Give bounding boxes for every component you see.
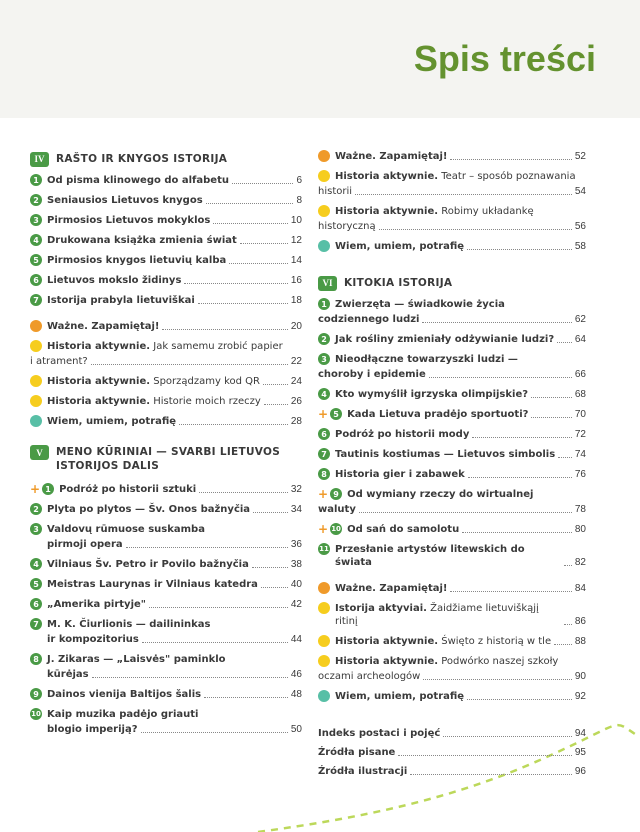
entry-title: Vilniaus Šv. Petro ir Povilo bažnyčia — [47, 559, 249, 570]
toc-entry[interactable] — [318, 543, 586, 569]
section-number-badge: VI — [318, 276, 337, 291]
page-number: 96 — [574, 766, 586, 777]
toc-extra-entry[interactable] — [318, 602, 586, 628]
lesson-number-badge: 1 — [30, 174, 42, 186]
toc-extra-entry[interactable] — [318, 690, 586, 703]
toc-entry[interactable] — [30, 194, 302, 207]
leader-dots — [531, 417, 571, 418]
toc-extra-entry[interactable] — [30, 375, 302, 388]
page-number: 84 — [574, 583, 586, 594]
toc-entry[interactable] — [30, 274, 302, 287]
leader-dots — [564, 565, 572, 566]
page-number: 76 — [574, 469, 586, 480]
toc-extra-entry[interactable] — [318, 582, 586, 595]
page-number: 70 — [574, 409, 586, 420]
leader-dots — [179, 424, 288, 425]
page-number: 12 — [290, 235, 302, 246]
page-number: 46 — [290, 669, 302, 680]
leader-dots — [468, 477, 572, 478]
plus-icon: + — [318, 407, 329, 421]
activity-marker — [30, 340, 42, 352]
entry-label: Istorija aktyviai. — [335, 603, 427, 614]
plus-icon: + — [30, 482, 41, 496]
entry-label: Historia aktywnie. — [335, 636, 439, 647]
entry-title: Jak samemu zrobić papier — [150, 341, 283, 352]
toc-entry[interactable] — [318, 448, 586, 461]
toc-extra-entry[interactable] — [30, 415, 302, 428]
toc-entry[interactable] — [318, 523, 586, 536]
toc-entry[interactable] — [30, 653, 302, 681]
leader-dots — [149, 607, 288, 608]
page-number: 48 — [290, 689, 302, 700]
toc-entry[interactable] — [30, 558, 302, 571]
right-column — [318, 150, 586, 710]
entry-title: Kada Lietuva pradėjo sportuoti? — [347, 409, 529, 420]
page-number: 68 — [574, 389, 586, 400]
page-number: 52 — [574, 151, 586, 162]
leader-dots — [450, 591, 571, 592]
toc-entry[interactable] — [30, 578, 302, 591]
toc-entry[interactable] — [30, 523, 302, 551]
entry-title: Tautinis kostiumas — Lietuvos simbolis — [335, 449, 556, 460]
toc-entry[interactable] — [30, 234, 302, 247]
lesson-number-badge: 7 — [318, 448, 330, 460]
page-number: 50 — [290, 724, 302, 735]
entry-title: Jak rośliny zmieniały odżywianie ludzi? — [335, 334, 555, 345]
page-number: 90 — [574, 671, 586, 682]
section-title-line2: ISTORIJOS DALIS — [56, 460, 160, 472]
entry-title-line2: kūrėjas — [47, 669, 89, 680]
toc-entry[interactable] — [318, 408, 586, 421]
entry-title: Valdovų rūmuose suskamba — [47, 524, 205, 535]
page-number: 40 — [290, 579, 302, 590]
entry-title: Kaip muzika padėjo griauti — [47, 709, 199, 720]
toc-extra-entry[interactable] — [318, 240, 586, 253]
entry-title: Ważne. Zapamiętaj! — [47, 321, 160, 332]
lesson-number-badge: 3 — [30, 214, 42, 226]
page-number: 92 — [574, 691, 586, 702]
entry-title: Meistras Laurynas ir Vilniaus katedra — [47, 579, 258, 590]
toc-entry[interactable] — [30, 294, 302, 307]
leader-dots — [92, 677, 288, 678]
page-number: 6 — [296, 175, 302, 186]
leader-dots — [263, 384, 288, 385]
entry-title: Podwórko naszej szkoły — [438, 656, 559, 667]
summary-marker — [30, 320, 42, 332]
entry-title-line2: pirmoji opera — [47, 539, 123, 550]
entry-title: Ważne. Zapamiętaj! — [335, 583, 448, 594]
toc-extra-entry[interactable] — [318, 150, 586, 163]
leader-dots — [467, 249, 572, 250]
leader-dots — [206, 203, 294, 204]
entry-title: J. Zikaras — „Laisvės" paminklo — [47, 654, 226, 665]
toc-entry[interactable] — [318, 468, 586, 481]
section-title: KITOKIA ISTORIJA — [344, 277, 453, 289]
activity-marker — [30, 375, 42, 387]
leader-dots — [467, 699, 572, 700]
lesson-number-badge: 11 — [318, 543, 330, 555]
leader-dots — [162, 329, 287, 330]
leader-dots — [564, 624, 572, 625]
entry-title-line2: waluty — [318, 504, 356, 515]
leader-dots — [264, 404, 288, 405]
page-number: 72 — [574, 429, 586, 440]
lesson-number-badge: 3 — [318, 353, 330, 365]
leader-dots — [142, 642, 288, 643]
leader-dots — [240, 243, 288, 244]
section-v-header — [30, 445, 302, 477]
entry-title: Pirmosios knygos lietuvių kalba — [47, 255, 227, 266]
toc-extra-entry[interactable] — [318, 655, 586, 683]
review-marker — [318, 240, 330, 252]
lesson-number-badge: 4 — [30, 234, 42, 246]
toc-entry[interactable] — [30, 708, 302, 736]
leader-dots — [423, 679, 572, 680]
lesson-number-badge: 6 — [318, 428, 330, 440]
leader-dots — [184, 283, 287, 284]
leader-dots — [379, 229, 572, 230]
entry-title: Historie moich rzeczy — [150, 396, 261, 407]
entry-title: Drukowana książka zmienia świat — [47, 235, 237, 246]
entry-title: Indeks postaci i pojęć — [318, 728, 441, 739]
entry-title: Žaidžiame lietuviškąjį ritinį — [335, 603, 539, 627]
toc-extra-entry[interactable] — [30, 320, 302, 333]
lesson-number-badge: 4 — [30, 558, 42, 570]
page-number: 24 — [290, 376, 302, 387]
toc-entry[interactable] — [318, 388, 586, 401]
review-marker — [318, 690, 330, 702]
page-number: 88 — [574, 636, 586, 647]
lesson-number-badge: 7 — [30, 294, 42, 306]
leader-dots — [199, 492, 288, 493]
page-number: 78 — [574, 504, 586, 515]
page-number: 54 — [574, 186, 586, 197]
leader-dots — [126, 547, 288, 548]
leader-dots — [410, 774, 572, 775]
page-number: 95 — [574, 747, 586, 758]
activity-marker — [318, 602, 330, 614]
page-number: 20 — [290, 321, 302, 332]
entry-title: Źródła ilustracji — [318, 766, 408, 777]
section-title: RAŠTO IR KNYGOS ISTORIJA — [56, 153, 228, 165]
page-number: 80 — [574, 524, 586, 535]
page-number: 32 — [290, 484, 302, 495]
lesson-number-badge: 10 — [330, 523, 342, 535]
page-number: 64 — [574, 334, 586, 345]
toc-entry[interactable] — [318, 428, 586, 441]
entry-title: Dainos vienija Baltijos šalis — [47, 689, 202, 700]
entry-title: Wiem, umiem, potrafię — [335, 241, 465, 252]
leader-dots — [253, 512, 288, 513]
lesson-number-badge: 8 — [318, 468, 330, 480]
entry-title: Święto z historią w tle — [438, 636, 552, 647]
entry-title: Podróż po historii mody — [335, 429, 470, 440]
summary-marker — [318, 150, 330, 162]
page-number: 66 — [574, 369, 586, 380]
page-number: 28 — [290, 416, 302, 427]
entry-title: Przesłanie artystów litewskich do świata — [335, 544, 525, 568]
entry-title: „Amerika pirtyje" — [47, 599, 146, 610]
lesson-number-badge: 5 — [30, 254, 42, 266]
page-number: 14 — [290, 255, 302, 266]
leader-dots — [450, 159, 571, 160]
activity-marker — [318, 170, 330, 182]
toc-extra-entry[interactable] — [318, 635, 586, 648]
leader-dots — [213, 223, 288, 224]
section-title-line1: MENO KŪRINIAI — SVARBI LIETUVOS — [56, 446, 281, 458]
plus-icon: + — [318, 522, 329, 536]
lesson-number-badge: 5 — [30, 578, 42, 590]
leader-dots — [355, 194, 572, 195]
entry-title: Kto wymyślił igrzyska olimpijskie? — [335, 389, 529, 400]
page-number: 74 — [574, 449, 586, 460]
page-number: 10 — [290, 215, 302, 226]
entry-title: Wiem, umiem, potrafię — [335, 691, 465, 702]
toc-extra-entry[interactable] — [318, 170, 586, 198]
entry-title-line2: blogio imperiją? — [47, 724, 138, 735]
toc-entry[interactable] — [30, 503, 302, 516]
toc-entry[interactable] — [30, 214, 302, 227]
leader-dots — [204, 697, 288, 698]
toc-extra-entry[interactable] — [30, 340, 302, 368]
leader-dots — [422, 322, 571, 323]
page-number: 16 — [290, 275, 302, 286]
toc-index-entry[interactable] — [318, 727, 586, 740]
section-vi-header — [318, 274, 586, 292]
leader-dots — [429, 377, 572, 378]
lesson-number-badge: 5 — [330, 408, 342, 420]
page-number: 34 — [290, 504, 302, 515]
entry-label: Historia aktywnie. — [47, 396, 151, 407]
lesson-number-badge: 9 — [30, 688, 42, 700]
entry-title: Seniausios Lietuvos knygos — [47, 195, 203, 206]
entry-title: Historia gier i zabawek — [335, 469, 465, 480]
lesson-number-badge: 6 — [30, 598, 42, 610]
entry-title: Robimy układankę — [438, 206, 534, 217]
page-number: 44 — [290, 634, 302, 645]
leader-dots — [462, 532, 572, 533]
toc-entry[interactable] — [318, 333, 586, 346]
entry-title: Ważne. Zapamiętaj! — [335, 151, 448, 162]
entry-label: Historia aktywnie. — [335, 171, 439, 182]
entry-title: Podróż po historii sztuki — [59, 484, 197, 495]
page-number: 8 — [296, 195, 302, 206]
activity-marker — [30, 395, 42, 407]
entry-label: Historia aktywnie. — [47, 341, 151, 352]
entry-title: Istorija prabyla lietuviškai — [47, 295, 195, 306]
plus-icon: + — [318, 487, 329, 501]
entry-title: Lietuvos mokslo židinys — [47, 275, 182, 286]
page-number: 38 — [290, 559, 302, 570]
leader-dots — [252, 567, 288, 568]
toc-entry[interactable] — [30, 483, 302, 496]
page-number: 82 — [574, 557, 586, 568]
page-number: 58 — [574, 241, 586, 252]
entry-title-line2: oczami archeologów — [318, 671, 421, 682]
leader-dots — [141, 732, 288, 733]
lesson-number-badge: 6 — [30, 274, 42, 286]
page-number: 36 — [290, 539, 302, 550]
page-number: 86 — [574, 616, 586, 627]
section-title — [56, 445, 280, 473]
entry-label: Historia aktywnie. — [335, 206, 439, 217]
leader-dots — [554, 644, 572, 645]
leader-dots — [398, 755, 572, 756]
lesson-number-badge: 1 — [42, 483, 54, 495]
leader-dots — [443, 736, 572, 737]
lesson-number-badge: 3 — [30, 523, 42, 535]
leader-dots — [229, 263, 288, 264]
lesson-number-badge: 2 — [30, 503, 42, 515]
entry-title: M. K. Čiurlionis — dailininkas — [47, 619, 211, 630]
entry-title: Od pisma klinowego do alfabetu — [47, 175, 229, 186]
index-list — [318, 727, 586, 784]
summary-marker — [318, 582, 330, 594]
toc-index-entry[interactable] — [318, 765, 586, 778]
section-number-badge: V — [30, 445, 49, 460]
entry-title-line2: choroby i epidemie — [318, 369, 426, 380]
entry-title: Teatr – sposób poznawania — [438, 171, 576, 182]
toc-entry[interactable] — [318, 298, 586, 326]
leader-dots — [91, 364, 288, 365]
page-number: 56 — [574, 221, 586, 232]
page-number: 22 — [290, 356, 302, 367]
toc-entry[interactable] — [30, 618, 302, 646]
section-number-badge: IV — [30, 152, 49, 167]
toc-entry[interactable] — [318, 488, 586, 516]
page-number: 42 — [290, 599, 302, 610]
page-title: Spis treści — [413, 38, 596, 79]
page-number: 94 — [574, 728, 586, 739]
entry-title: Zwierzęta — świadkowie życia — [335, 299, 505, 310]
activity-marker — [318, 655, 330, 667]
toc-entry[interactable] — [30, 598, 302, 611]
toc-extra-entry[interactable] — [30, 395, 302, 408]
entry-title: Wiem, umiem, potrafię — [47, 416, 177, 427]
entry-title-line2: historyczną — [318, 221, 376, 232]
lesson-number-badge: 2 — [30, 194, 42, 206]
activity-marker — [318, 635, 330, 647]
lesson-number-badge: 1 — [318, 298, 330, 310]
toc-index-entry[interactable] — [318, 746, 586, 759]
entry-label: Historia aktywnie. — [47, 376, 151, 387]
left-column — [30, 150, 302, 743]
entry-title: Od wymiany rzeczy do wirtualnej — [347, 489, 534, 500]
page-number: 18 — [290, 295, 302, 306]
toc-entry[interactable] — [30, 174, 302, 187]
lesson-number-badge: 2 — [318, 333, 330, 345]
lesson-number-badge: 7 — [30, 618, 42, 630]
toc-entry[interactable] — [30, 254, 302, 267]
section-iv-header — [30, 150, 302, 168]
activity-marker — [318, 205, 330, 217]
page-number: 26 — [290, 396, 302, 407]
lesson-number-badge: 8 — [30, 653, 42, 665]
leader-dots — [198, 303, 288, 304]
toc-entry[interactable] — [318, 353, 586, 381]
entry-title-line2: historii — [318, 186, 353, 197]
toc-entry[interactable] — [30, 688, 302, 701]
leader-dots — [557, 342, 572, 343]
entry-title-line2: codziennego ludzi — [318, 314, 420, 325]
lesson-number-badge: 10 — [30, 708, 42, 720]
lesson-number-badge: 4 — [318, 388, 330, 400]
entry-title: Plyta po plytos — Šv. Onos bažnyčia — [47, 504, 251, 515]
leader-dots — [359, 512, 572, 513]
entry-title: Od sań do samolotu — [347, 524, 460, 535]
leader-dots — [558, 457, 572, 458]
entry-title-line2: i atrament? — [30, 356, 88, 367]
toc-extra-entry[interactable] — [318, 205, 586, 233]
entry-title-line2: ir kompozitorius — [47, 634, 139, 645]
entry-title: Sporządzamy kod QR — [150, 376, 261, 387]
entry-title: Źródła pisane — [318, 747, 396, 758]
entry-label: Historia aktywnie. — [335, 656, 439, 667]
lesson-number-badge: 9 — [330, 488, 342, 500]
entry-title: Nieodłączne towarzyszki ludzi — — [335, 354, 518, 365]
review-marker — [30, 415, 42, 427]
leader-dots — [232, 183, 293, 184]
leader-dots — [531, 397, 572, 398]
page-number: 62 — [574, 314, 586, 325]
leader-dots — [472, 437, 572, 438]
entry-title: Pirmosios Lietuvos mokyklos — [47, 215, 211, 226]
leader-dots — [261, 587, 288, 588]
